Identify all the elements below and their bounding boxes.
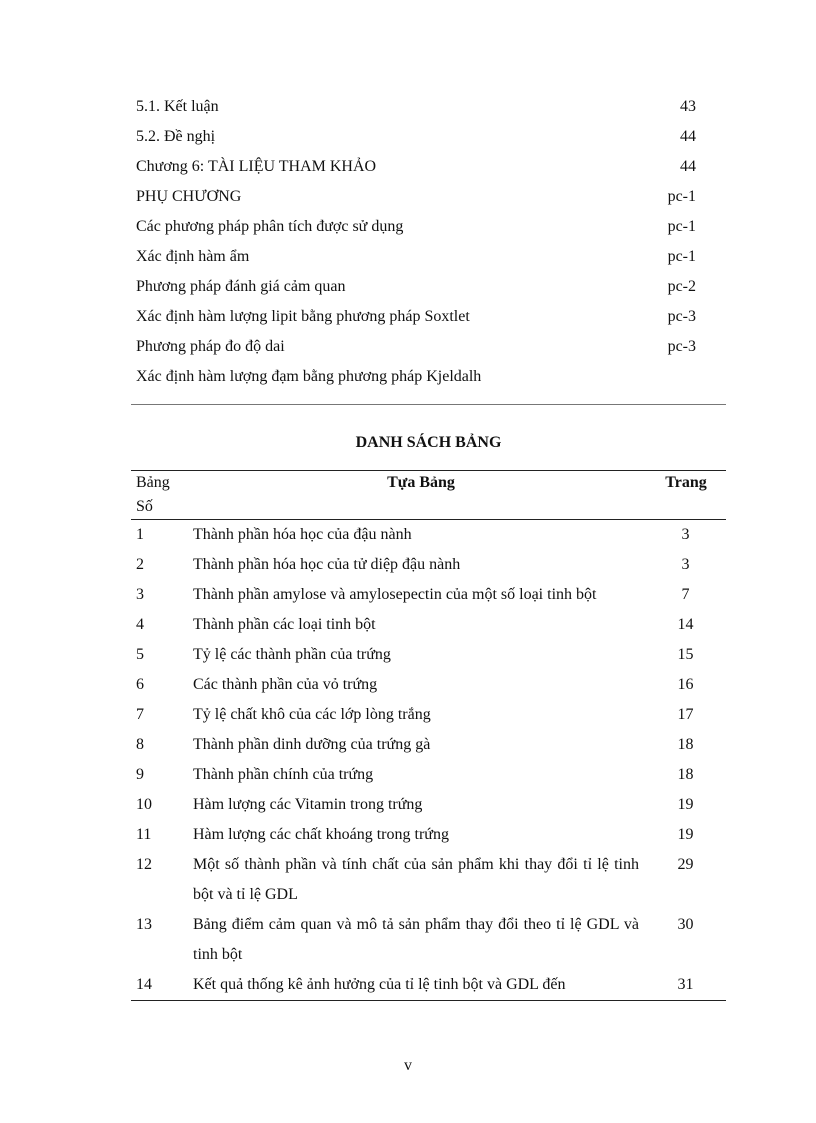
row-title: Thành phần hóa học của đậu nành [193,526,412,543]
table-row[interactable] [131,730,726,760]
row-number: 13 [136,916,152,933]
row-title: Các thành phần của vỏ trứng [193,676,378,693]
row-page: 19 [677,826,694,843]
row-number: 12 [136,856,152,873]
table-list-heading: DANH SÁCH BẢNG [355,434,502,451]
row-title: Hàm lượng các Vitamin trong trứng [193,796,423,813]
row-number: 11 [136,826,152,843]
section-divider [131,404,726,405]
row-page: 17 [677,706,694,723]
row-title: Thành phần các loại tinh bột [193,616,376,633]
table-row[interactable] [131,670,726,700]
table-row[interactable] [131,700,726,730]
table-row[interactable] [131,610,726,640]
row-number: 7 [136,706,144,723]
table-row[interactable] [131,520,726,550]
table-row[interactable] [131,580,726,610]
toc-entry[interactable] [136,152,696,182]
toc-entry-page: pc-1 [667,248,696,265]
toc-entry-page: pc-3 [667,338,696,355]
toc-entry-page: 44 [680,158,696,175]
row-page: 31 [677,976,694,993]
row-page: 16 [677,676,694,693]
row-number: 3 [136,586,144,603]
row-page: 30 [677,916,694,933]
toc-entry-page: pc-2 [667,278,696,295]
toc-entry-title: Xác định hàm lượng đạm bằng phương pháp Kjeldalh [136,368,482,385]
toc-entry[interactable] [136,302,696,332]
row-number: 2 [136,556,144,573]
toc-entry-page: 43 [680,98,696,115]
header-title: Tựa Bảng [387,474,455,491]
row-number: 9 [136,766,144,783]
row-title: Hàm lượng các chất khoáng trong trứng [193,826,449,843]
row-number: 5 [136,646,144,663]
row-page: 15 [677,646,694,663]
table-row[interactable] [131,550,726,580]
table-row[interactable] [131,640,726,670]
toc-entry[interactable] [136,242,696,272]
table-header-row [131,471,726,519]
toc-entry-title: Phương pháp đo độ dai [136,338,285,355]
toc-entry-title: Xác định hàm lượng lipit bằng phương pháp Soxtlet [136,308,470,325]
row-number: 8 [136,736,144,753]
toc-entry[interactable] [136,212,696,242]
row-page: 18 [677,736,694,753]
table-row[interactable] [131,760,726,790]
row-number: 10 [136,796,152,813]
row-page: 3 [681,556,690,573]
table-row[interactable] [131,790,726,820]
toc-entry[interactable] [136,332,696,362]
row-title: Thành phần hóa học của tử diệp đậu nành [193,556,461,573]
toc-entry-title: 5.1. Kết luận [136,98,219,115]
toc-entry-title: PHỤ CHƯƠNG [136,188,242,205]
row-page: 3 [681,526,690,543]
row-page: 18 [677,766,694,783]
page-number: v [404,1057,412,1074]
toc-entry-title: 5.2. Đề nghị [136,128,216,145]
table-list [131,470,726,1001]
toc-entry-page: pc-1 [667,218,696,235]
toc-entry[interactable] [136,92,696,122]
toc-entry-page: 44 [680,128,696,145]
table-row[interactable] [131,820,726,850]
row-page: 29 [677,856,694,873]
toc-entry-title: Chương 6: TÀI LIỆU THAM KHẢO [136,158,377,175]
header-number: Bảng Số [136,474,170,515]
table-of-contents [136,92,696,392]
header-page: Trang [665,474,707,491]
row-title: Tỷ lệ các thành phần của trứng [193,646,391,663]
toc-entry-page: pc-1 [667,188,696,205]
toc-entry[interactable] [136,272,696,302]
row-page: 7 [681,586,690,603]
row-number: 14 [136,976,152,993]
toc-entry-title: Phương pháp đánh giá cảm quan [136,278,346,295]
row-page: 14 [677,616,694,633]
row-title: Bảng điểm cảm quan và mô tả sản phẩm thay đổi theo tỉ lệ GDL và tinh bột [193,916,639,963]
toc-entry[interactable] [136,122,696,152]
row-title: Thành phần chính của trứng [193,766,374,783]
table-bottom-rule [131,1000,726,1001]
table-row[interactable] [131,970,726,1000]
toc-entry[interactable] [136,362,696,392]
row-number: 1 [136,526,144,543]
toc-entry-page: pc-3 [667,308,696,325]
row-title: Kết quả thống kê ảnh hưởng của tỉ lệ tinh bột và GDL đến [193,976,566,993]
row-title: Thành phần amylose và amylosepectin của một số loại tinh bột [193,586,597,603]
table-row[interactable] [131,910,726,970]
row-title: Tỷ lệ chất khô của các lớp lòng trắng [193,706,431,723]
table-row[interactable] [131,850,726,910]
row-title: Một số thành phần và tính chất của sản phẩm khi thay đổi tỉ lệ tinh bột và tỉ lệ GDL [193,856,639,903]
row-number: 6 [136,676,144,693]
row-page: 19 [677,796,694,813]
row-title: Thành phần dinh dưỡng của trứng gà [193,736,431,753]
toc-entry-title: Các phương pháp phân tích được sử dụng [136,218,404,235]
row-number: 4 [136,616,144,633]
toc-entry[interactable] [136,182,696,212]
toc-entry-title: Xác định hàm ẩm [136,248,250,265]
